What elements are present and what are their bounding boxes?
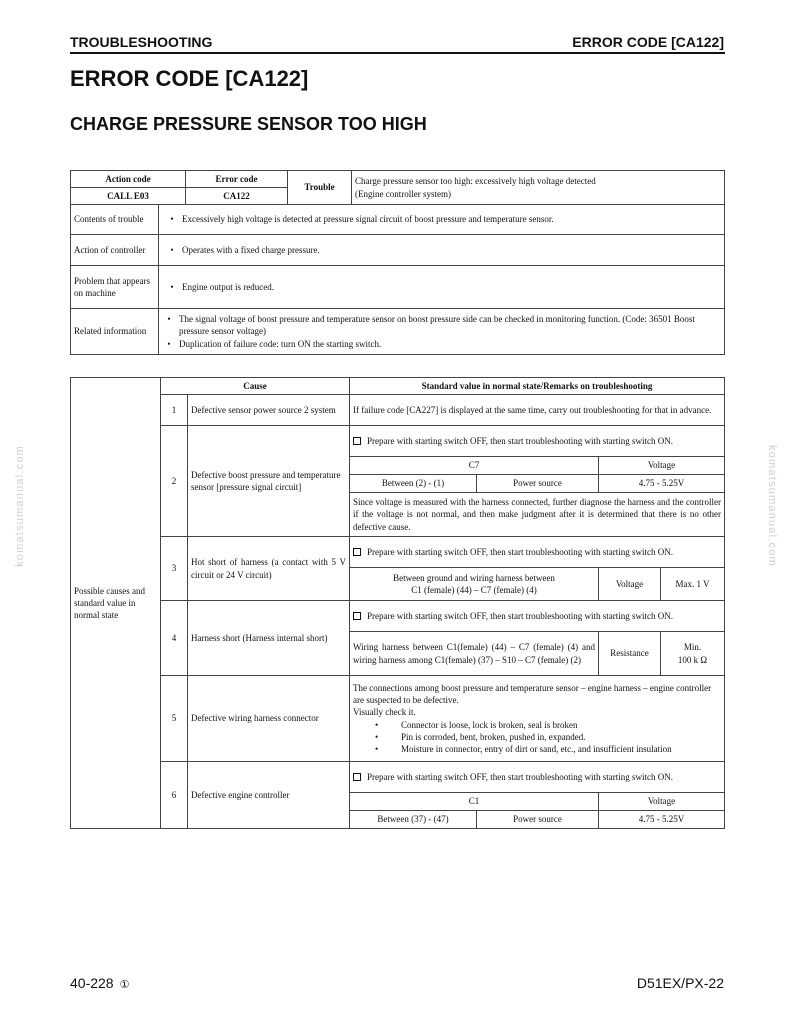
- measure-between: Between (37) - (47): [350, 811, 477, 829]
- footer-page-number: [70, 975, 129, 991]
- page-subtitle: CHARGE PRESSURE SENSOR TOO HIGH: [70, 114, 427, 134]
- col-header-voltage: Voltage: [599, 457, 725, 475]
- checkbox-instruction: [350, 426, 725, 457]
- contents-item-1: Excessively high voltage is detected at pressure signal circuit of boost pressure and temperature sensor.: [182, 214, 554, 225]
- row-label-problem: Problem that appears on machine: [71, 266, 159, 309]
- problem-item-1: Engine output is reduced.: [182, 281, 274, 292]
- connector-check: [350, 676, 725, 762]
- cause-header: Cause: [161, 378, 350, 395]
- related-item-2: Duplication of failure code: turn ON the starting switch.: [179, 338, 382, 349]
- measure-location: [350, 568, 599, 601]
- action-code-header: Action code: [71, 171, 186, 188]
- error-info-table: [70, 170, 725, 355]
- cause-text: Defective boost pressure and temperature sensor [pressure signal circuit]: [188, 426, 350, 537]
- measure-location: Wiring harness between C1(female) (44) – C7 (female) (4) and wiring harness among C1(female) (37) – S10 – C7 (female) (2): [350, 632, 599, 676]
- cause-remark: If failure code [CA227] is displayed at the same time, carry out troubleshooting for that in advance.: [350, 395, 725, 426]
- trouble-line-1: Charge pressure sensor too high: excessively high voltage detected: [355, 176, 596, 187]
- watermark-right: komatsumanual.com: [766, 445, 778, 567]
- possible-causes-label: Possible causes and standard value in normal state: [71, 378, 161, 829]
- checkbox-instruction: [350, 601, 725, 632]
- watermark-left: komatsumanual.com: [14, 445, 26, 567]
- measure-kind: Voltage: [599, 568, 661, 601]
- row-value-problem: [159, 266, 725, 309]
- col-header-c7: C7: [350, 457, 599, 475]
- measure-value: Max. 1 V: [661, 568, 725, 601]
- checkbox-icon: [353, 548, 361, 556]
- measure-line-1: Between ground and wiring harness between: [393, 572, 555, 583]
- measure-value-line-2: 100 k Ω: [677, 654, 708, 665]
- row-value-contents: [159, 205, 725, 235]
- measure-line-2: C1 (female) (44) – C7 (female) (4): [411, 585, 537, 595]
- error-code-value: CA122: [186, 188, 288, 205]
- connector-check-instruction: Visually check it.: [353, 707, 416, 718]
- cause-table: [70, 377, 725, 829]
- instruction-text: Prepare with starting switch OFF, then start troubleshooting with starting switch ON.: [367, 771, 674, 782]
- connector-check-list: [353, 719, 721, 755]
- col-header-voltage: Voltage: [599, 793, 725, 811]
- cause-number: 4: [161, 601, 188, 676]
- instruction-text: Prepare with starting switch OFF, then start troubleshooting with starting switch ON.: [367, 435, 674, 446]
- trouble-line-2: (Engine controller system): [355, 188, 451, 199]
- bullet: •: [170, 214, 174, 225]
- cause-text: Hot short of harness (a contact with 5 V circuit or 24 V circuit): [188, 537, 350, 601]
- cause-number: 1: [161, 395, 188, 426]
- row-label-contents: Contents of trouble: [71, 205, 159, 235]
- bullet: •: [170, 281, 174, 292]
- remarks-header: Standard value in normal state/Remarks on troubleshooting: [350, 378, 725, 395]
- check-item: • Connector is loose, lock is broken, seal is broken: [375, 719, 721, 731]
- cause-text: Defective sensor power source 2 system: [188, 395, 350, 426]
- page-number: 40-228: [70, 975, 114, 991]
- check-item: • Pin is corroded, bent, broken, pushed in, expanded.: [375, 731, 721, 743]
- cause-number: 3: [161, 537, 188, 601]
- header-error-code: ERROR CODE [CA122]: [572, 34, 724, 50]
- checkbox-icon: [353, 773, 361, 781]
- checkbox-instruction: [350, 762, 725, 793]
- measure-value: 4.75 - 5.25V: [599, 811, 725, 829]
- page-title: ERROR CODE [CA122]: [70, 66, 309, 91]
- row-label-action: Action of controller: [71, 235, 159, 266]
- measure-source: Power source: [477, 475, 599, 493]
- trouble-header: Trouble: [288, 171, 352, 205]
- measure-source: Power source: [477, 811, 599, 829]
- check-item: • Moisture in connector, entry of dirt or sand, etc., and insufficient insulation: [375, 743, 721, 755]
- action-item-1: Operates with a fixed charge pressure.: [182, 244, 320, 255]
- row-value-action: [159, 235, 725, 266]
- bullet: •: [167, 338, 171, 349]
- measure-value-line-1: Min.: [683, 642, 702, 653]
- row-label-related: Related information: [71, 309, 159, 355]
- instruction-text: Prepare with starting switch OFF, then start troubleshooting with starting switch ON.: [367, 546, 674, 557]
- measure-note: Since voltage is measured with the harness connected, further diagnose the harness and the controller if the voltage is not normal, and then make judgment after it is determined that there is no other defective cause.: [350, 493, 725, 537]
- trouble-description: [352, 171, 725, 205]
- error-code-header: Error code: [186, 171, 288, 188]
- bullet: •: [167, 314, 171, 325]
- checkbox-instruction: [350, 537, 725, 568]
- header-divider: [70, 52, 725, 54]
- instruction-text: Prepare with starting switch OFF, then start troubleshooting with starting switch ON.: [367, 610, 674, 621]
- bullet: •: [170, 244, 174, 255]
- revision-mark: ①: [119, 979, 130, 991]
- cause-text: Defective wiring harness connector: [188, 676, 350, 762]
- row-value-related: [159, 309, 725, 355]
- checkbox-icon: [353, 612, 361, 620]
- measure-value: 4.75 - 5.25V: [599, 475, 725, 493]
- measure-value: [661, 632, 725, 676]
- measure-between: Between (2) - (1): [350, 475, 477, 493]
- cause-number: 2: [161, 426, 188, 537]
- checkbox-icon: [353, 437, 361, 445]
- cause-number: 5: [161, 676, 188, 762]
- header-section: TROUBLESHOOTING: [70, 34, 213, 50]
- footer-model: D51EX/PX-22: [636, 975, 724, 991]
- related-item-1: The signal voltage of boost pressure and temperature sensor on boost pressure side can be checked in monitoring function. (Code: 36501 Boost pressure sensor voltage): [179, 314, 695, 337]
- cause-text: Harness short (Harness internal short): [188, 601, 350, 676]
- cause-number: 6: [161, 762, 188, 829]
- measure-kind: Resistance: [599, 632, 661, 676]
- action-code-value: CALL E03: [71, 188, 186, 205]
- cause-text: Defective engine controller: [188, 762, 350, 829]
- col-header-c1: C1: [350, 793, 599, 811]
- connector-intro: The connections among boost pressure and temperature sensor – engine harness – engine controller are suspected to be defective.: [353, 683, 712, 706]
